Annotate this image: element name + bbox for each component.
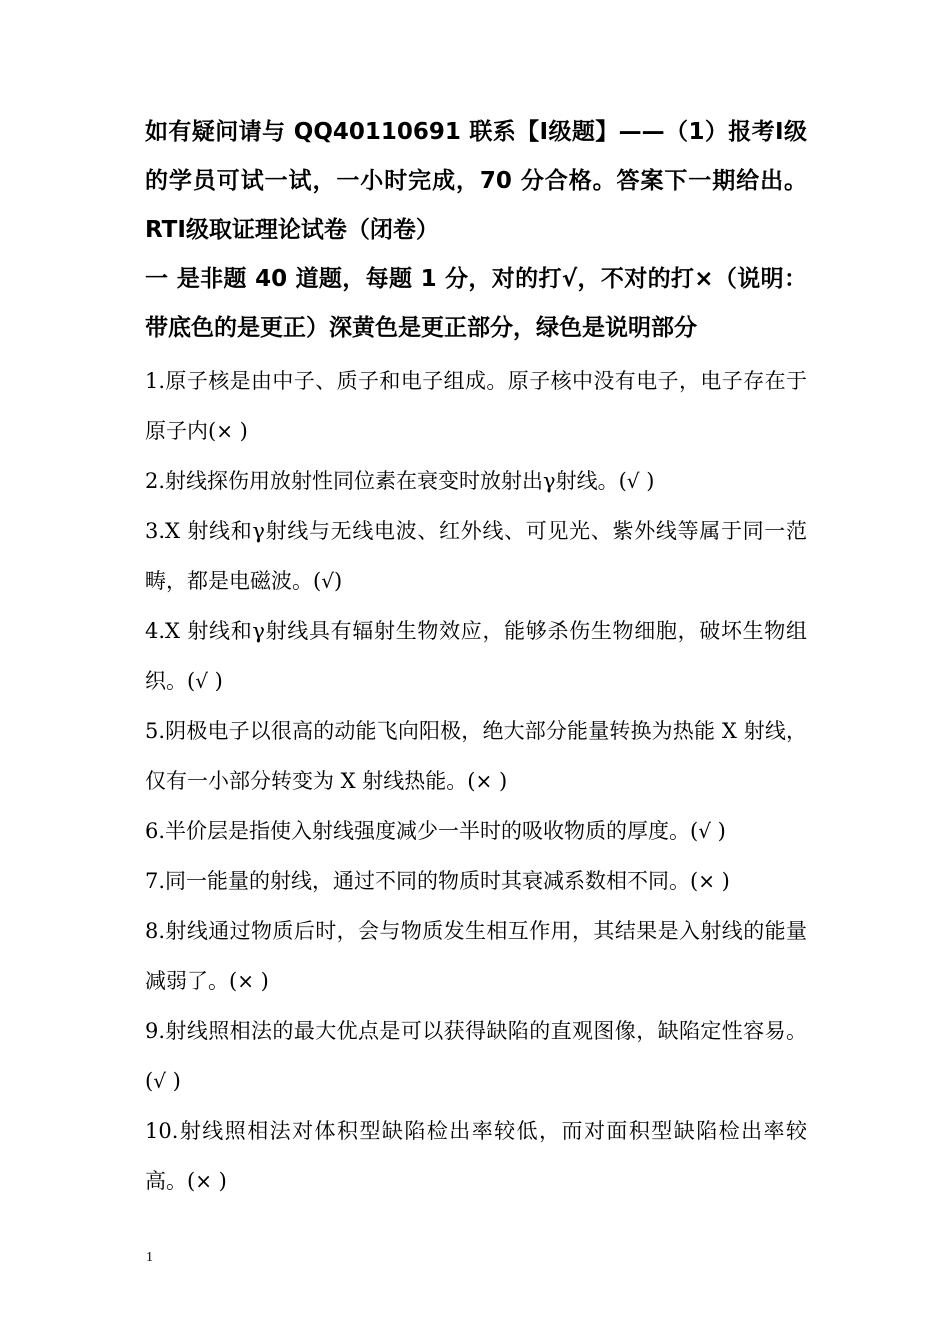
question-close: ) [165, 1069, 181, 1093]
answer-mark: × [475, 769, 493, 793]
question-text: 2.射线探伤用放射性同位素在衰变时放射出γ射线。( [145, 469, 627, 493]
question-close: ) [333, 569, 343, 593]
question-list [145, 356, 807, 1206]
question-text: 8.射线通过物质后时，会与物质发生相互作用，其结果是入射线的能量减弱了。( [145, 919, 807, 993]
question-item [145, 456, 807, 506]
question-close: ) [207, 669, 223, 693]
answer-mark: √ [321, 569, 334, 593]
question-text: 1.原子核是由中子、质子和电子组成。原子核中没有电子，电子存在于原子内( [145, 369, 807, 443]
page-number: 1 [146, 1250, 153, 1265]
question-text: 5.阴极电子以很高的动能飞向阳极，绝大部分能量转换为热能 X 射线，仅有一小部分转变为 X 射线热能。( [145, 719, 807, 793]
question-text: 3.X 射线和γ射线与无线电波、红外线、可见光、紫外线等属于同一范畴，都是电磁波。( [145, 519, 807, 593]
question-item [145, 906, 807, 1006]
question-item [145, 506, 807, 606]
question-close: ) [639, 469, 655, 493]
question-text: 6.半价层是指使入射线强度减少一半时的吸收物质的厚度。( [145, 819, 699, 843]
answer-mark: × [195, 1169, 212, 1193]
question-item [145, 1006, 807, 1106]
question-item [145, 606, 807, 706]
answer-mark: × [216, 419, 233, 443]
answer-mark: √ [698, 819, 711, 843]
question-text: 10.射线照相法对体积型缺陷检出率较低，而对面积型缺陷检出率较高。( [145, 1119, 807, 1193]
question-text: 4.X 射线和γ射线具有辐射生物效应，能够杀伤生物细胞，破坏生物组织。( [145, 619, 807, 693]
question-item [145, 1106, 807, 1206]
question-close: ) [211, 1169, 227, 1193]
page-content [145, 108, 807, 1206]
question-text: 9.射线照相法的最大优点是可以获得缺陷的直观图像，缺陷定性容易。( [145, 1019, 807, 1093]
question-close: ) [492, 769, 508, 793]
question-item [145, 356, 807, 456]
question-text: 7.同一能量的射线，通过不同的物质时其衰减系数相不同。( [145, 869, 699, 893]
question-close: ) [715, 869, 730, 893]
answer-mark: × [237, 969, 254, 993]
answer-mark: √ [195, 669, 208, 693]
answer-mark: × [698, 869, 715, 893]
answer-mark: √ [626, 469, 640, 493]
exam-intro: 如有疑问请与 QQ40110691 联系【Ⅰ级题】——（1）报考Ⅰ级的学员可试一试，一小时完成，70 分合格。答案下一期给出。RTⅠ级取证理论试卷（闭卷） [145, 119, 807, 243]
answer-mark: √ [153, 1069, 166, 1093]
question-item [145, 706, 807, 806]
question-item [145, 856, 807, 906]
question-item [145, 806, 807, 856]
question-close: ) [710, 819, 726, 843]
question-close: ) [232, 419, 248, 443]
section-heading: 一 是非题 40 道题，每题 1 分，对的打√，不对的打×（说明：带底色的是更正）深黄色是更正部分，绿色是说明部分 [145, 266, 807, 341]
question-close: ) [253, 969, 269, 993]
